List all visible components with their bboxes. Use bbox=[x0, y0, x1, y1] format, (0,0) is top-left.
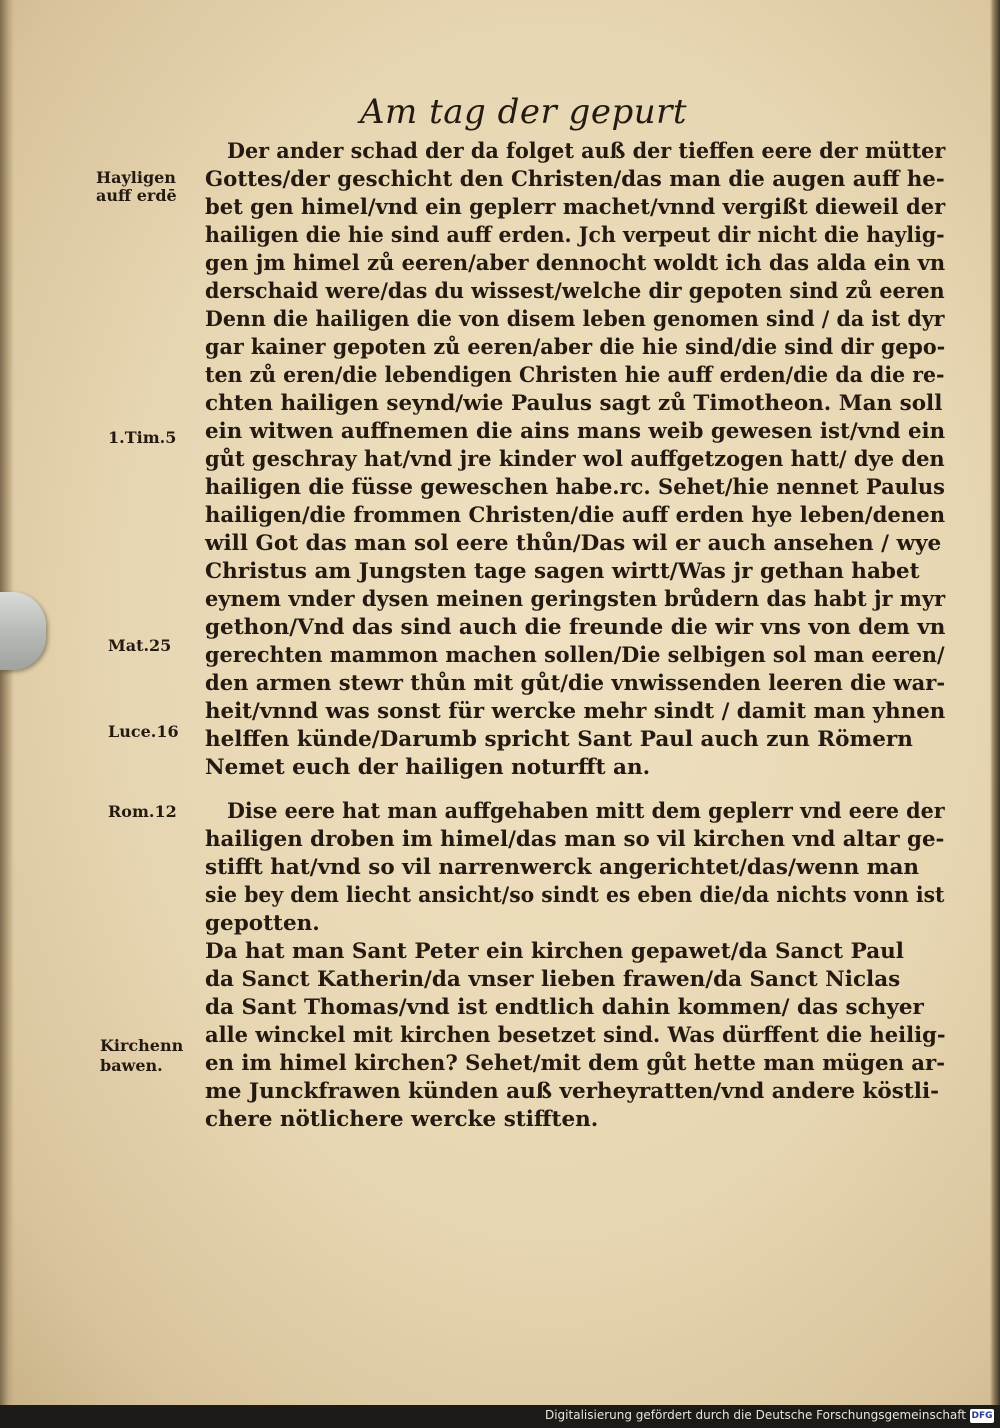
page-edge-left bbox=[0, 0, 14, 1405]
text-line: heit/vnnd was sonst für wercke mehr sindt / damit man yhnen bbox=[205, 699, 946, 724]
margin-note-luce: Luce.16 bbox=[108, 722, 179, 741]
text-line: gůt geschray hat/vnd jre kinder wol auffgetzogen hatt/ dye den bbox=[205, 447, 945, 472]
text-line: gethon/Vnd das sind auch die freunde die wir vns von dem vn bbox=[205, 615, 946, 640]
dfg-logo: DFG bbox=[971, 1411, 993, 1421]
text-line: will Got das man sol eere thůn/Das wil er auch ansehen / wye bbox=[205, 531, 942, 556]
margin-note-tim: 1.Tim.5 bbox=[108, 428, 177, 447]
text-line: hailigen droben im himel/das man so vil kirchen vnd altar ge- bbox=[205, 827, 945, 852]
text-line: stifft hat/vnd so vil narrenwerck angerichtet/das/wenn man bbox=[205, 855, 920, 880]
running-title: Am tag der gepurt bbox=[360, 92, 688, 132]
text-line: hailigen/die frommen Christen/die auff erden hye leben/denen bbox=[205, 503, 946, 528]
margin-note-kirchenn: Kirchenn bbox=[100, 1036, 184, 1055]
text-line: me Junckfrawen künden auß verheyratten/vnd andere köstli- bbox=[205, 1079, 940, 1104]
text-line: Gottes/der geschicht den Christen/das man die augen auff he- bbox=[205, 167, 945, 192]
text-line: gepotten. bbox=[205, 911, 320, 936]
text-line: Dise eere hat man auffgehaben mitt dem geplerr vnd eere der bbox=[227, 799, 945, 824]
text-line: bet gen himel/vnd ein geplerr machet/vnnd vergißt dieweil der bbox=[205, 195, 946, 220]
text-line: derschaid were/das du wissest/welche dir gepoten sind zů eeren bbox=[205, 279, 945, 304]
text-line: en im himel kirchen? Sehet/mit dem gůt hette man mügen ar- bbox=[205, 1051, 946, 1076]
text-line: ten zů eren/die lebendigen Christen hie auff erden/die da die re- bbox=[205, 363, 945, 388]
page-edge-right bbox=[990, 0, 1000, 1405]
text-line: da Sanct Katherin/da vnser lieben frawen/da Sanct Niclas bbox=[205, 967, 901, 992]
margin-note-mat: Mat.25 bbox=[108, 636, 172, 655]
text-line: Da hat man Sant Peter ein kirchen gepawet/da Sanct Paul bbox=[205, 939, 904, 964]
text-line: Christus am Jungsten tage sagen wirtt/Was jr gethan habet bbox=[205, 559, 920, 584]
margin-note-bawen: bawen. bbox=[100, 1056, 163, 1075]
margin-note-hayligen: Hayligen bbox=[96, 168, 176, 187]
text-line: helffen künde/Darumb spricht Sant Paul auch zun Römern bbox=[205, 727, 913, 752]
text-line: gar kainer gepoten zů eeren/aber die hie sind/die sind dir gepo- bbox=[205, 335, 946, 360]
text-line: hailigen die hie sind auff erden. Jch verpeut dir nicht die haylig- bbox=[205, 223, 945, 248]
text-line: chten hailigen seynd/wie Paulus sagt zů Timotheon. Man soll bbox=[205, 391, 943, 416]
text-line: eynem vnder dysen meinen geringsten brůdern das habt jr myr bbox=[205, 587, 946, 612]
digitization-credit: Digitalisierung gefördert durch die Deutsche Forschungsgemeinschaft bbox=[544, 1408, 966, 1422]
text-line: chere nötlichere wercke stifften. bbox=[205, 1107, 599, 1132]
footer-bar bbox=[0, 1405, 1000, 1428]
text-line: Der ander schad der da folget auß der tieffen eere der mütter bbox=[227, 139, 946, 164]
text-line: Denn die hailigen die von disem leben genomen sind / da ist dyr bbox=[205, 307, 945, 332]
page-clip bbox=[0, 592, 46, 670]
text-line: gerechten mammon machen sollen/Die selbigen sol man eeren/ bbox=[205, 643, 945, 668]
text-line: hailigen die füsse geweschen habe.rc. Sehet/hie nennet Paulus bbox=[205, 475, 945, 500]
text-line: den armen stewr thůn mit gůt/die vnwissenden leeren die war- bbox=[205, 671, 946, 696]
text-line: gen jm himel zů eeren/aber dennocht woldt ich das alda ein vn bbox=[205, 251, 946, 276]
text-line: sie bey dem liecht ansicht/so sindt es eben die/da nichts vonn ist bbox=[205, 883, 945, 908]
text-line: da Sant Thomas/vnd ist endtlich dahin kommen/ das schyer bbox=[205, 995, 924, 1020]
text-line: alle winckel mit kirchen besetzet sind. Was dürffent die heilig- bbox=[205, 1023, 946, 1048]
margin-note-rom: Rom.12 bbox=[108, 802, 177, 821]
text-line: Nemet euch der hailigen noturfft an. bbox=[205, 755, 651, 780]
margin-note-auff-erden: auff erdē bbox=[96, 186, 177, 205]
text-line: ein witwen auffnemen die ains mans weib gewesen ist/vnd ein bbox=[205, 419, 946, 444]
